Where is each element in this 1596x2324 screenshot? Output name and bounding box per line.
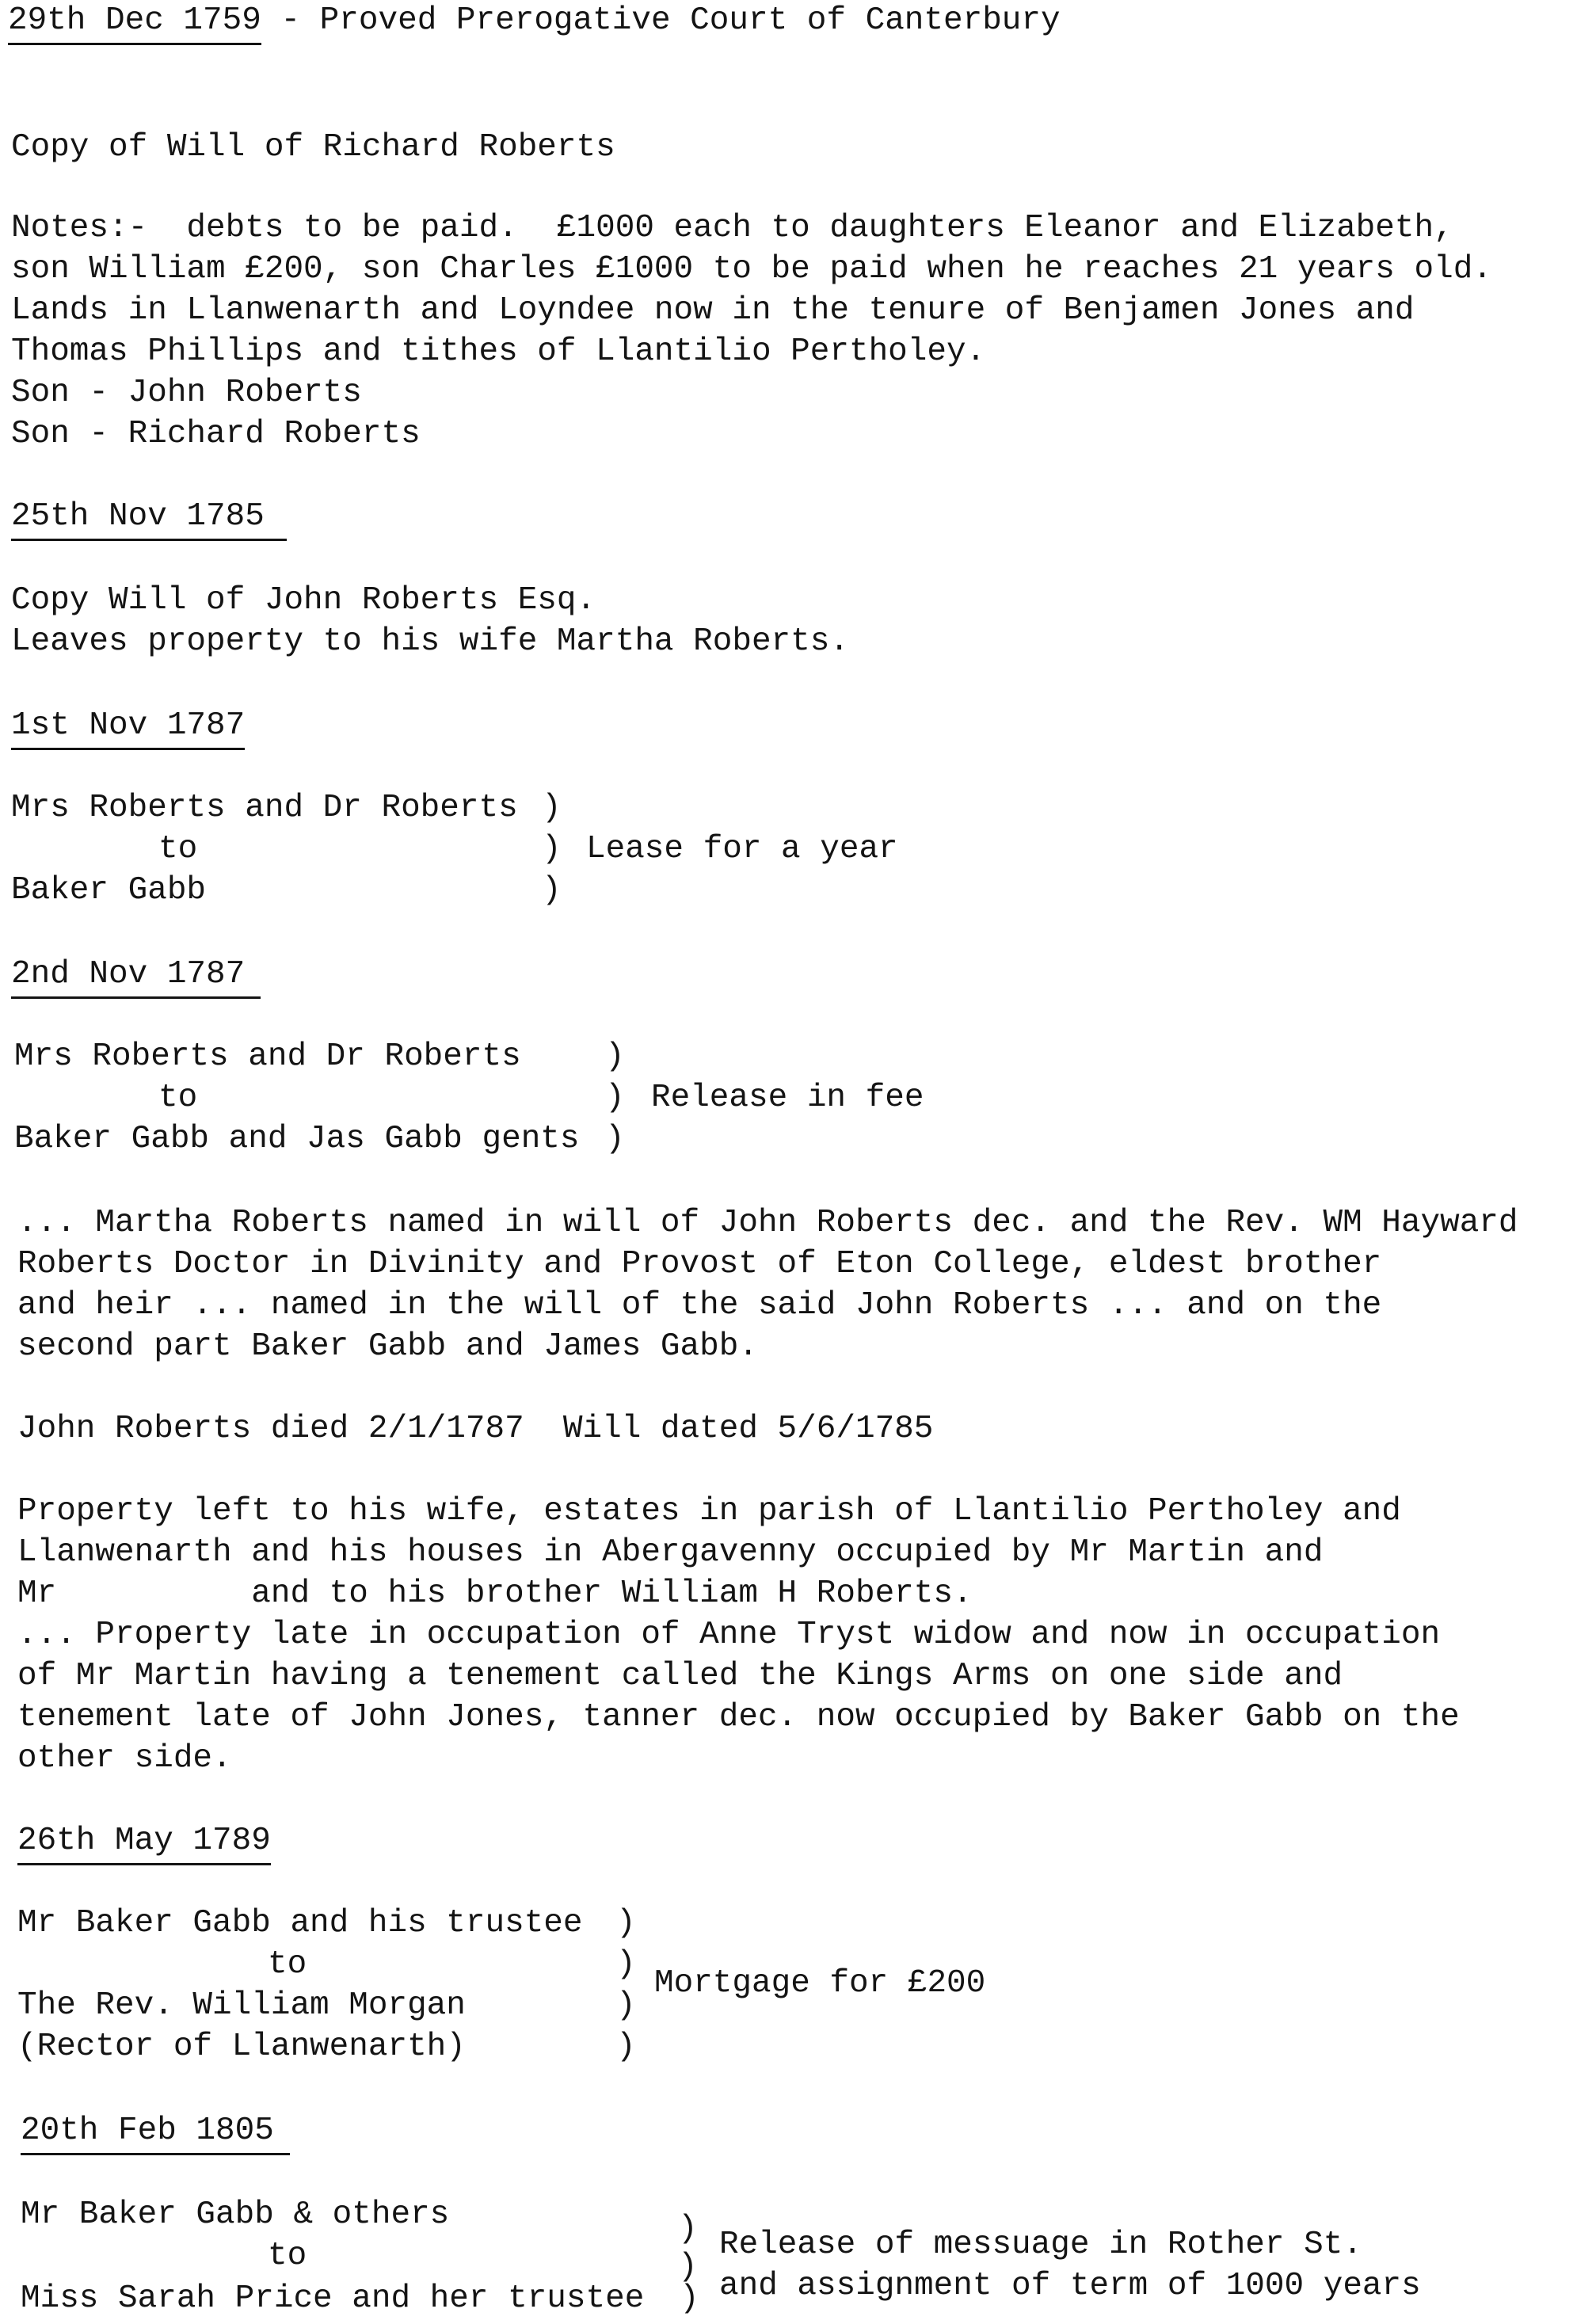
mortgage-party-from: Mr Baker Gabb and his trustee [17,1905,583,1941]
property-line-5: of Mr Martin having a tenement called the Kings Arms on one side and [17,1658,1343,1694]
date-1787-lease: 1st Nov 1787 [11,705,245,750]
notes-line-4: Thomas Phillips and tithes of Llantilio Pertholey. [11,333,986,370]
lease-party-from: Mrs Roberts and Dr Roberts [11,790,518,826]
heading-1787-lease [11,705,245,746]
date-1787-release: 2nd Nov 1787 [11,954,261,999]
release-para1-line4: second part Baker Gabb and James Gabb. [17,1328,758,1365]
bracket-glyph: ) [616,1987,636,2024]
heading-1789 [17,1820,271,1861]
bracket-glyph: ) [680,2280,699,2317]
release-action: Release in fee [651,1080,924,1116]
assign-party-to: Miss Sarah Price and her trustee [21,2280,645,2317]
lease-party-to: Baker Gabb [11,872,207,909]
assign-action-2: and assignment of term of 1000 years [719,2268,1421,2304]
assign-action-1: Release of messuage in Rother St. [719,2227,1362,2263]
lease-action: Lease for a year [586,831,898,867]
property-line-7: other side. [17,1740,232,1777]
son-richard: Son - Richard Roberts [11,416,421,452]
heading-1805 [21,2110,290,2151]
mortgage-party-to: The Rev. William Morgan [17,1987,466,2024]
will-john-property: Leaves property to his wife Martha Roberts. [11,623,849,660]
bracket-glyph: ) [542,831,562,867]
release-party-from: Mrs Roberts and Dr Roberts [14,1038,521,1075]
bracket-glyph: ) [616,1946,636,1983]
mortgage-party-to-2: (Rector of Llanwenarth) [17,2029,466,2065]
mortgage-action: Mortgage for £200 [654,1965,986,2002]
property-line-1: Property left to his wife, estates in parish of Llantilio Pertholey and [17,1493,1401,1530]
bracket-glyph: ) [542,790,562,826]
bracket-glyph: ) [616,1905,636,1941]
died-line: John Roberts died 2/1/1787 Will dated 5/6/1785 [17,1411,934,1447]
release-para1-line3: and heir ... named in the will of the said John Roberts ... and on the [17,1287,1382,1324]
property-line-4: ... Property late in occupation of Anne Tryst widow and now in occupation [17,1617,1441,1653]
property-line-3: Mr and to his brother William H Roberts. [17,1575,973,1612]
assign-party-from: Mr Baker Gabb & others [21,2196,450,2233]
son-john: Son - John Roberts [11,375,362,411]
notes-line-2: son William £200, son Charles £1000 to be paid when he reaches 21 years old. [11,251,1492,288]
notes-line-3: Lands in Llanwenarth and Loyndee now in the tenure of Benjamen Jones and [11,292,1415,329]
will-title-john: Copy Will of John Roberts Esq. [11,582,596,619]
release-party-to: Baker Gabb and Jas Gabb gents [14,1121,580,1157]
heading-1785 [11,496,287,537]
lease-to: to [158,831,198,867]
notes-line-1: Notes:- debts to be paid. £1000 each to daughters Eleanor and Elizabeth, [11,210,1453,246]
will-title-richard: Copy of Will of Richard Roberts [11,129,615,166]
date-1805: 20th Feb 1805 [21,2110,290,2155]
bracket-glyph: ) [616,2029,636,2065]
release-para1-line2: Roberts Doctor in Divinity and Provost of Eton College, eldest brother [17,1246,1382,1282]
property-line-6: tenement late of John Jones, tanner dec. now occupied by Baker Gabb on the [17,1699,1460,1735]
heading-1759 [8,0,1061,41]
assign-to: to [268,2238,307,2274]
bracket-glyph: ) [678,2249,698,2285]
release-para1-line1: ... Martha Roberts named in will of John Roberts dec. and the Rev. WM Hayward [17,1205,1518,1241]
date-1759: 29th Dec 1759 [8,0,261,45]
heading-1787-release [11,954,261,995]
property-line-2: Llanwenarth and his houses in Abergavenny occupied by Mr Martin and [17,1534,1324,1571]
bracket-glyph: ) [605,1038,625,1075]
bracket-glyph: ) [678,2211,698,2247]
bracket-glyph: ) [605,1080,625,1116]
heading-1759-text: - Proved Prerogative Court of Canterbury [261,2,1061,39]
bracket-glyph: ) [542,872,562,909]
bracket-glyph: ) [605,1121,625,1157]
date-1785: 25th Nov 1785 [11,496,287,541]
date-1789: 26th May 1789 [17,1820,271,1865]
release-to: to [158,1080,198,1116]
mortgage-to: to [268,1946,307,1983]
